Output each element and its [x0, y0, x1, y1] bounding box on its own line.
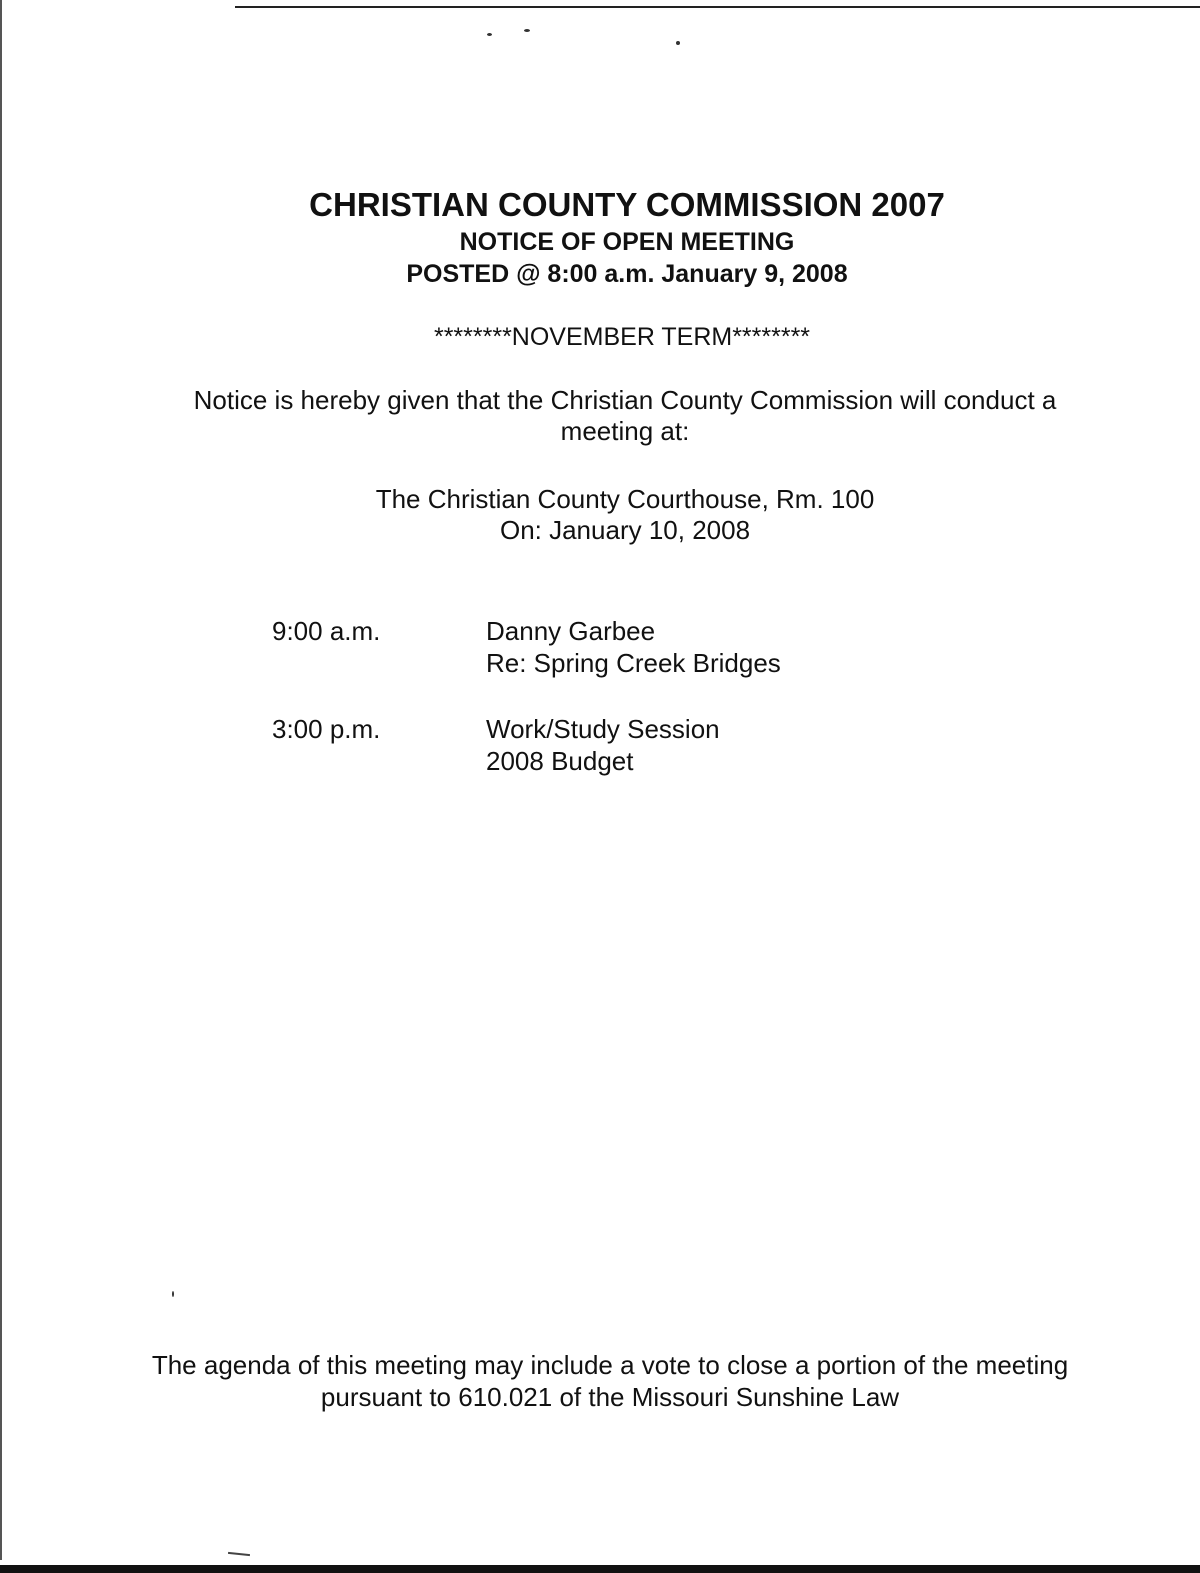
- agenda-line: Danny Garbee: [486, 616, 656, 646]
- agenda-item: [272, 713, 912, 777]
- agenda-time: 9:00 a.m.: [272, 616, 381, 646]
- notice-heading: NOTICE OF OPEN MEETING: [459, 228, 795, 256]
- scan-speck: [524, 29, 530, 32]
- scan-speck: [172, 1291, 174, 1297]
- scan-scratch: [228, 1552, 250, 1556]
- agenda-description: [486, 615, 906, 679]
- agenda-line: Re: Spring Creek Bridges: [486, 648, 781, 678]
- term-line: ********NOVEMBER TERM********: [433, 323, 811, 351]
- scan-edge-top: [235, 6, 1200, 8]
- agenda-line: 2008 Budget: [486, 746, 634, 776]
- scan-edge-left: [0, 0, 2, 1560]
- sunshine-law-footer: [110, 1349, 1110, 1413]
- footer-line: pursuant to 610.021 of the Missouri Sunshine Law: [320, 1382, 900, 1412]
- location-date: On: January 10, 2008: [499, 515, 751, 545]
- agenda-item: [272, 615, 912, 679]
- meeting-location: [300, 484, 950, 546]
- agenda-line: Work/Study Session: [486, 714, 720, 744]
- footer-line: The agenda of this meeting may include a vote to close a portion of the meeting: [151, 1350, 1069, 1380]
- notice-paragraph: Notice is hereby given that the Christian County Commission will conduct a meeting at:: [193, 385, 1057, 446]
- scan-speck: [676, 41, 680, 45]
- scan-edge-bottom: [0, 1565, 1200, 1573]
- agenda-description: [486, 713, 906, 777]
- location-place: The Christian County Courthouse, Rm. 100: [375, 484, 875, 514]
- page-title: CHRISTIAN COUNTY COMMISSION 2007: [309, 186, 945, 223]
- agenda-list: [272, 615, 912, 811]
- agenda-time: 3:00 p.m.: [272, 714, 381, 744]
- scan-speck: [487, 33, 492, 36]
- posted-line: POSTED @ 8:00 a.m. January 9, 2008: [406, 260, 848, 288]
